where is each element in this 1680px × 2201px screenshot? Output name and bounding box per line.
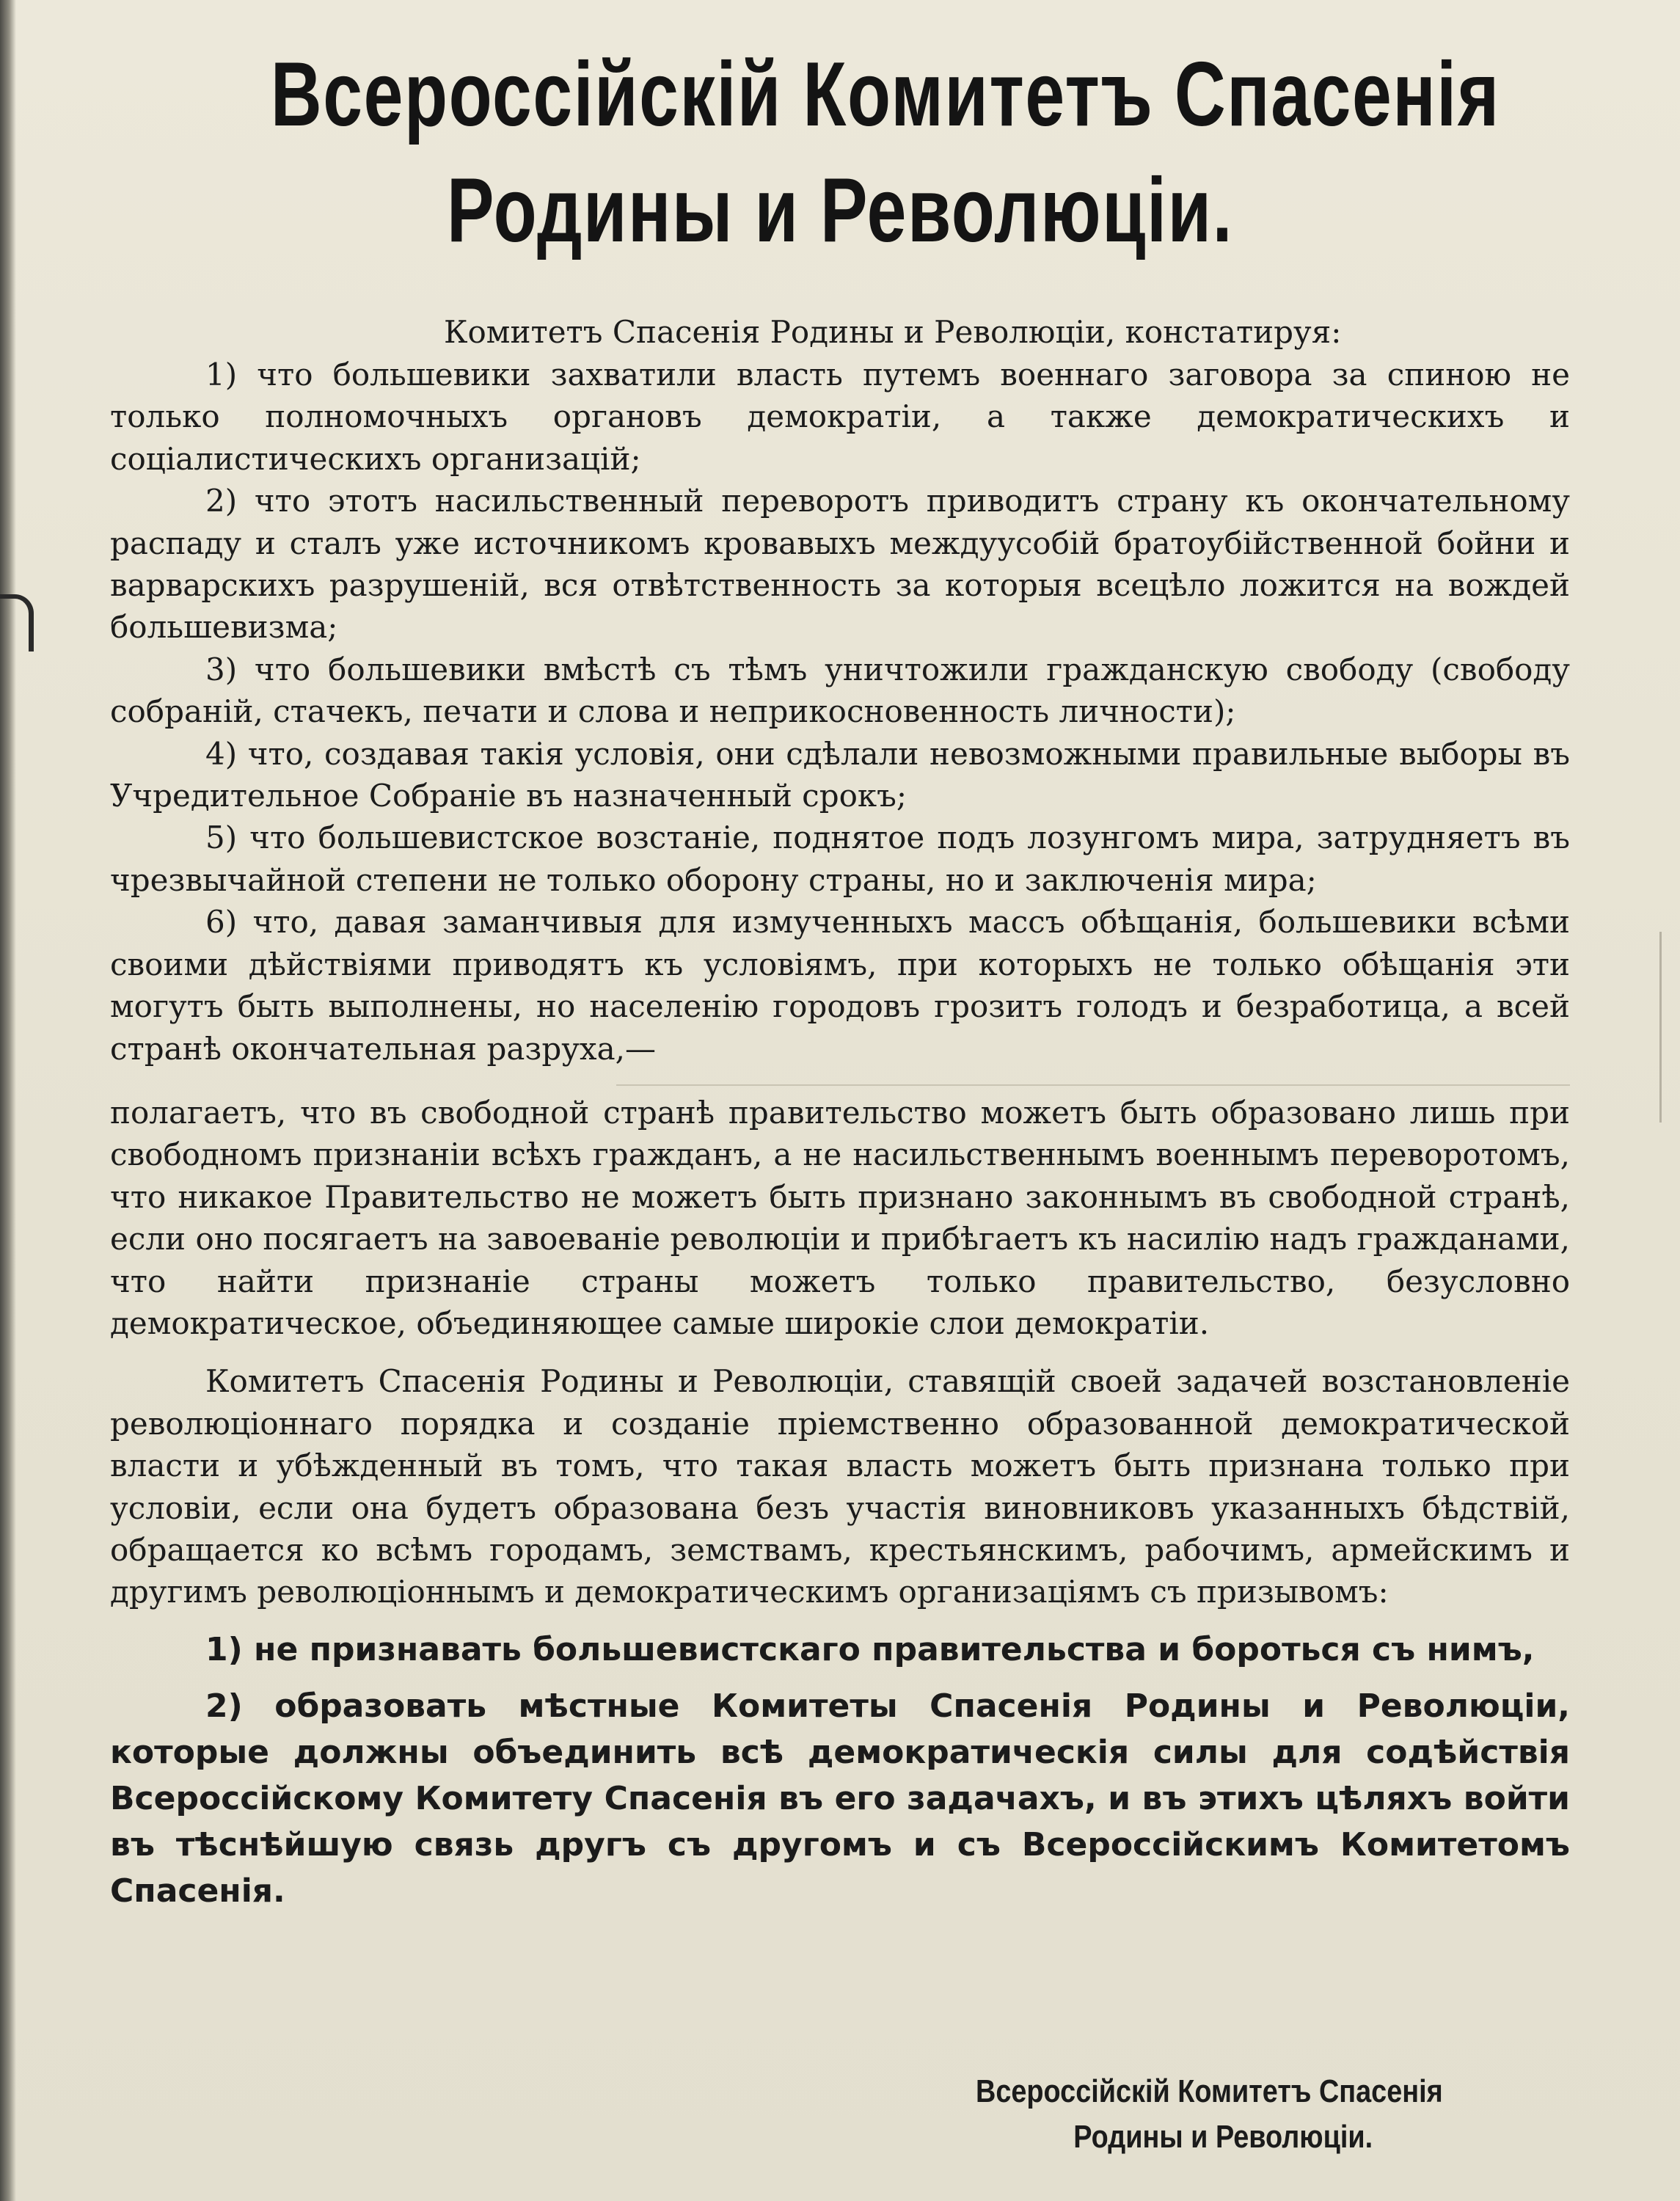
staple-mark [0,594,34,651]
demand-1: 1) не признавать большевистскаго правительства и бороться съ нимъ, [205,1630,1535,1668]
finding-2: 2) что этотъ насильственный переворотъ приводитъ страну къ окончательному распаду и сталъ уже источникомъ кровавыхъ междуусобій братоубійственной бойни и варварскихъ разрушеній, вся отвѣтственность за которыя всецѣло ложится на вождей большевизма; [110,483,1570,646]
spacer [110,1070,1570,1092]
spacer [110,1344,1570,1360]
document-title [270,37,1500,269]
demand-2: 2) образовать мѣстные Комитеты Спасенія Родины и Революціи, которые должны объединить всѣ демократическія силы для содѣйствія Всероссійскому Комитету Спасенія въ его задачахъ, и въ этихъ цѣляхъ войти въ тѣснѣйшую связь другъ съ другомъ и съ Всероссійскимъ Комитетомъ Спасенія. [110,1687,1570,1910]
appeal-paragraph: Комитетъ Спасенія Родины и Революціи, ставящій своей задачей возстановленіе революціоннаго порядка и созданіе пріемственно образованной демократической власти и убѣжденный въ томъ, что такая власть можетъ быть признана только при условіи, если она будетъ образована безъ участія виновниковъ указанныхъ бѣдствій, обращается ко всѣмъ городамъ, земствамъ, крестьянскимъ, рабочимъ, армейскимъ и другимъ революціоннымъ и демократическимъ организаціямъ съ призывомъ: [110,1363,1570,1610]
title-line-1: Всероссійскій Комитетъ Спасенія [270,44,1500,145]
signature-line-2: Родины и Революціи. [1073,2119,1373,2155]
finding-1: 1) что большевики захватили власть путемъ военнаго заговора за спиною не только полномочныхъ органовъ демократіи, а также демократическихъ и соціалистическихъ организацій; [110,357,1570,477]
demands-list [110,1627,1570,1914]
signature-block [976,2069,1443,2160]
conclusion-paragraph: полагаетъ, что въ свободной странѣ правительство можетъ быть образовано лишь при свободномъ признаніи всѣхъ гражданъ, а не насильственнымъ военнымъ переворотомъ, что никакое Правительство не можетъ быть признано законнымъ въ свободной странѣ, если оно посягаетъ на завоеваніе революціи и прибѣгаетъ къ насилію надъ гражданами, что найти признаніе страны можетъ только правительство, безусловно демократическое, объединяющее самые широкіе слои демократіи. [110,1094,1570,1341]
finding-4: 4) что, создавая такія условія, они сдѣлали невозможными правильные выборы въ Учредительное Собраніе въ назначенный срокъ; [110,735,1570,814]
paper-fold-line [616,1084,1570,1086]
findings-list [110,354,1570,1070]
signature-line-1: Всероссійскій Комитетъ Спасенія [976,2073,1443,2109]
finding-3: 3) что большевики вмѣстѣ съ тѣмъ уничтожили гражданскую свободу (свободу собраній, стачекъ, печати и слова и неприкосновенность личности); [110,651,1570,730]
paper-left-edge [0,0,16,2201]
preamble: Комитетъ Спасенія Родины и Революціи, констатируя: [444,314,1342,350]
paper-crease [1659,932,1662,1123]
finding-5: 5) что большевистское возстаніе, поднятое подъ лозунгомъ мира, затрудняетъ въ чрезвычайной степени не только оборону страны, но и заключенія мира; [110,820,1570,898]
finding-6: 6) что, давая заманчивыя для измученныхъ массъ обѣщанія, большевики всѣми своими дѣйствіями приводятъ къ условіямъ, при которыхъ не только обѣщанія эти могутъ быть выполнены, но населенію городовъ грозитъ голодъ и безработица, а всей странѣ окончательная разруха,— [110,904,1570,1067]
title-line-2: Родины и Революціи. [446,160,1234,261]
